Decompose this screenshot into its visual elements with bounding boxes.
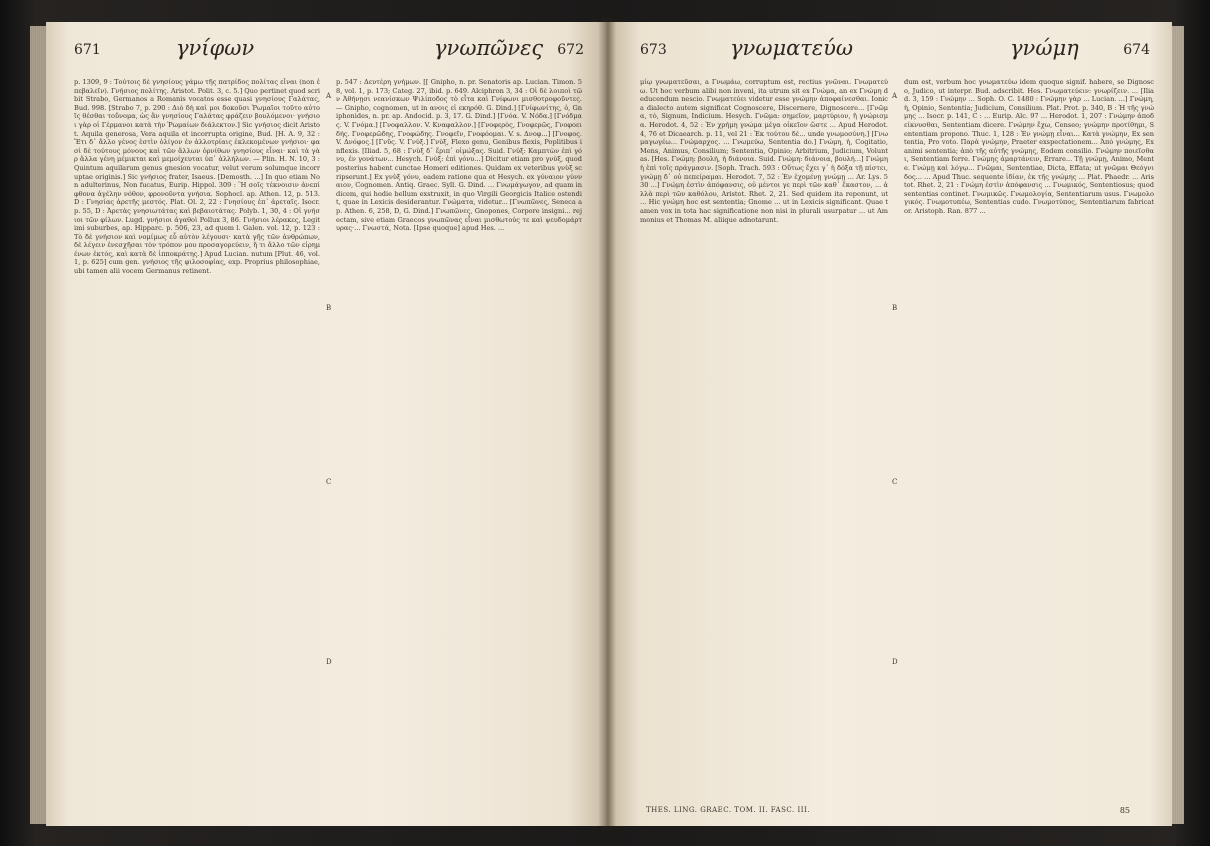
signature-line: THES. LING. GRAEC. TOM. II. FASC. III. (646, 806, 810, 814)
headword-left: γνίφων (176, 36, 255, 60)
column-text: p. 547 : Δευτέρη γνήμων. [[ Gnipho, n. pr. Senatoris ap. Lucian. Timon. 58, vol. 1, p. 173; Categ. 27, ibid. p. 649. Alciphron 3, 34 : Οἱ δὲ λοιποὶ τῶν Ἀθήνῃσι νεανίσκων Ψιλίποδος τὸ εἶτα καὶ Γνίφωνι μισθοτροφοῦντες. — Gnipho, cognomen, ut in ανοις εἰ εκηρόθ. G. Dind.] [Γνίφωνίτης, ὁ, Gniphonides, n. pr. ap. Andocid. p. 3, 17. G. Dind.] [Γνόα. V. Νόδα.] [Γνόδμας. V. Γνόμα.] [Γνοφαλλον. V. Κναφαλλον.] [Γνοφερὸς, Γνοφερῶς, Γνοφοειδής. Γνοφερῶδης, Γνοφώδης. Γνοφεῖν, Γνοφόομαι. V. s. Δνοφ...] [Γνοφος. V. Δνόφος.] [Γνῦς. V. Γνύξ.] Γνύξ, Flexo genu, Genibus flexis, Poplitibus inflexis. [Iliad. 5, 68 : Γνὺξ δ᾽ ἔριπ᾽ οἰμώξας. Suid. Γνύξ: Καμπτὼν ἐπὶ γόνυ, ἐν γονάτων... Hesych. Γνὺξ: ἐπὶ γόνυ...] Dicitur etiam pro γνὺξ, quod posterius habent cunctae Homeri editiones. Quidam ex veteribus γνὺξ scripserunt.] Ex γνὺξ γόνυ, eadem ratione qua et Hesych. ex γύναιον γύνναιον, Cognomen. Antiq. Graec. Syll. G. Dind. ... Γνωμάγωγον, ad quam indicem, qui hodie bellum exstruxit, in quo Virgili Georgicis Italice ostendit, quae in Lexicis desiderantur. Γνώματα, videtur... [Γνωπῶνες, Seneca ap. Athen. 6, 258, D, G. Dind.] Γνωπῶνες, Gnopones, Corpore insigni... rejectam, sive etiam Graecos γνωπῶνας εἶναι μισθωτούς τε καὶ ψευδομάρτυρας·... Γνωστά, Nota. [Ipse quoque] apud Hes. ... (336, 78, 582, 233)
right-page (606, 22, 1172, 826)
right-page-columns (634, 78, 1154, 804)
section-marker: C (326, 478, 332, 486)
signature-number: 85 (1119, 806, 1130, 815)
page-number-674: 674 (1123, 42, 1150, 58)
headword-right: γνωπῶνες (434, 36, 544, 60)
right-page-edges (1170, 26, 1184, 824)
column-674 (904, 78, 1154, 786)
column-671 (74, 78, 320, 804)
headword-left: γνωματεύω (730, 36, 854, 60)
section-marker: D (892, 658, 898, 666)
column-text: p. 1309, 9 : Τούτοις δὲ γνησίους γάμω τῆς πατρίδος πολίτας εἶναι (non ἐπεβαλεῖν). Γνήσιος πολίτης. Aristot. Polit. 3, c. 5.] Quo pertinet quod scribit Strabo, Germanos a Romanis vocatos esse quasi γνησίους Γαλάτας, Bud. 998. [Strabo 7, p. 290 : Διὸ δὴ καὶ μοι δοκοῦσι Ῥωμαῖοι τοῦτο αὐτοῖς θέσθαι τοὔνομα, ὡς ἂν γνησίους Γαλάτας φράζειν βουλόμενοι· γνήσιοι γὰρ οἱ Γέρμανοι κατὰ τὴν Ῥωμαίων διάλεκτον.] Sic γνήσιος dicit Aristot. Aquila generosa, Vera aquila et incorrupta origine, Bud. [H. A. 9, 32 : Ἔτι δ᾽ ἄλλο γένος ἐστὶν ὀλίγον ἐν ἀλλοτρίαις ἐκλεκομένων γνήσιοι· φασὶ δὲ τούτους μόνους καὶ τῶν ἄλλων ὀρνίθων γνησίους εἶναι· καὶ τὰ γὰρ ἄλλα γένη μέμικται καὶ μεμοίχευται ὑπ᾽ ἀλλήλων. — Plin. H. N. 10, 3 : Quintum aquilarum genus gnesion vocatur, velut verum solumque incorruptae originis.] Sic γνήσιος frater, Isaeus. [Demosth. ...] In quo etiam Non adulterinus, Non fucatus, Eurip. Hippol. 309 : Ἢ σοῖς τέκνοισιν ἀνεπίφθονα ἀγέλην νόθον, φρονοῦντα γνήσια. Sophocl. ap. Athen. 12, p. 513. D : Γνησίας ἀρετῆς μεστός. Plat. Ol. 2, 22 : Γνησίους ἐπ᾽ ἀρεταῖς. Isocr. p. 55, D : Ἀρετὰς γνησιωτάτας καὶ βεβαιοτάτας. Polyb. 1, 30, 4 : Οἱ γνήσιοι τῶν φίλων. Lugd. γνήσιοι ἀγαθοὶ Pollux 3, 86. Γνήσιοι λέρακες, Legitimi suburbes, ap. Hipparc. p. 506, 23, ad quem l. Galen. vol. 12, p. 123 : Τὸ δὲ γνήσιον καὶ νομίμως εὖ αὐτὸν λέγουσι· κατὰ γῆς τῶν ἀνθρώπων, δὲ λέγειν ἐνεσχῆσαι τὸν τρόπον μου προσαγορεύειν, ἤ τι ἄλλο τῶν εἰρημένων ἐκτός, καὶ κατὰ δὲ ἱπποκράτης.] Apud Lucian. nutum [Plut. 46, vol. 1, p. 625] cum gen. γνήσιος τῆς φιλοσοφίας, exp. Proprius philosophiae, ubi tamen alii vocem Germanus retinent. (74, 78, 320, 276)
right-page-footer (646, 806, 1142, 818)
headword-right: γνώμη (1010, 36, 1079, 60)
section-marker: D (326, 658, 332, 666)
section-marker: B (892, 304, 898, 312)
column-text: μίῳ γνωματεῦσαι, a Γνωμάω, corruptum est, rectius γνῶναι. Γνωματεύω. Ut hoc verbum alibi non inveni, ita utrum sit ex Γνώμα, an ex Γνώμη deducendum nescio. Γνωματεύει videtur esse γνώμην ἀποφαίνεσθαι. Ionica dialecto autem significat Cognoscere, Discernere, Dignoscere... [Γνῶμα, τὸ, Signum, Indicium. Hesych. Γνῶμα: σημεῖον, μαρτύριον, ἢ γνώρισμα. Herodot. 4, 52 : Ἐν χρήμη γνώμα μέγα οἰκεῖον ὥστε ... Apud Herodot. 4, 76 et Dicaearch. p. 11, vel 21 : Ἐκ τούτου δὲ... unde γνωμοσύνη.] [Γνωμαγωγέω... Γνώμαρχος. ... Γνωμεύω, Sententia do.] Γνώμη, ἡ, Cogitatio, Mens, Animus, Consilium; Sententia, Opinio; Arbitrium, Judicium, Voluntas. [Hes. Γνώμη: βουλή, ἡ διάνοια. Suid. Γνώμη: διάνοια, βουλή...] Γνώμη ἡ ἐπὶ τοῖς πράγμασιν. [Soph. Trach. 593 : Οὕτως ἔχει γ᾽ ἡ δόξα τῇ πίστει, γνώμῃ δ᾽ οὐ πεπείραμαι. Herodot. 7, 52 : Ἐν ἐχομένῃ γνώμῃ ... Ar. Lys. 530 ...] Γνώμη ἐστὶν ἀπόφανσις, οὐ μέντοι γε περὶ τῶν καθ᾽ ἕκαστον, ... ἀλλὰ περὶ τῶν καθόλου, Aristot. Rhet. 2, 21. Sed quidem ita reponunt, ut ... Hic γνώμη hoc est sententia; Gnome ... ut in Lexicis significant. Quae tamen vox in tota hac significatione non nisi in plurali usurpatur ... ut Ammonius et Thomas M. aliique adnotarunt. (640, 78, 888, 224)
page-number-671: 671 (74, 42, 101, 58)
column-text: dum est, verbum hoc γνωματεύω idem quoque signif. habere, se Dignosco, Judico, ut interpr. Bud. adscribit. Hes. Γνωματεύειν: γνωρίζειν. ... [Iliad. 3, 159 : Γνώμην ... Soph. O. C. 1480 : Γνώμην γὰρ ... Lucian. ...] Γνώμη, ἡ, Opinio, Sententia; Judicium, Consilium. Plat. Prot. p. 340, B : Ἡ τῆς γνώμης ... Isocr. p. 141, C : ... Eurip. Alc. 97 ... Herodot. 1, 207 : Γνώμην ἀποδείκνυσθαι, Sententiam dicere. Γνώμην ἔχω, Censeo; γνώμην προτίθημι, Sententiam propono. Thuc. 1, 128 : Ἐν γνώμῃ εἶναι... Κατὰ γνώμην, Ex sententia, Pro voto. Παρὰ γνώμην, Praeter exspectationem... Ἀπὸ γνώμης, Ex animi sententia; ἀπὸ τῆς αὐτῆς γνώμης, Eodem consilio. Γνώμην ποιεῖσθαι, Sententiam ferre. Γνώμης ἁμαρτάνειν, Errare... Τῇ γνώμῃ, Animo, Mente. Γνώμῃ καὶ λόγῳ... Γνῶμαι, Sententiae, Dicta, Effata; ut γνῶμαι Θεόγνιδος... ... Apud Thuc. sequente ἰδίαν, ἐκ τῆς γνώμης ... Plat. Phaedr. ... Aristot. Rhet. 2, 21 : Γνώμη ἐστὶν ἀπόφανσις ... Γνωμικός, Sententiosus; quod sententias continet. Γνωμικῶς. Γνωμολογία, Sententiarum usus. Γνωμολογικός. Γνωμοτυπέω, Sententias cudo. Γνωμοτύπος, Sententiarum fabricator. Aristoph. Ran. 877 ... (904, 78, 1154, 215)
right-page-header (634, 36, 1150, 66)
column-673 (640, 78, 888, 786)
section-marker: B (326, 304, 332, 312)
column-672 (336, 78, 582, 804)
left-page (46, 22, 606, 826)
left-page-columns (74, 78, 584, 804)
page-number-672: 672 (557, 42, 584, 58)
section-marker: C (892, 478, 898, 486)
left-page-header (74, 36, 584, 66)
section-marker: A (892, 92, 898, 100)
section-marker: A (326, 92, 332, 100)
page-number-673: 673 (640, 42, 667, 58)
